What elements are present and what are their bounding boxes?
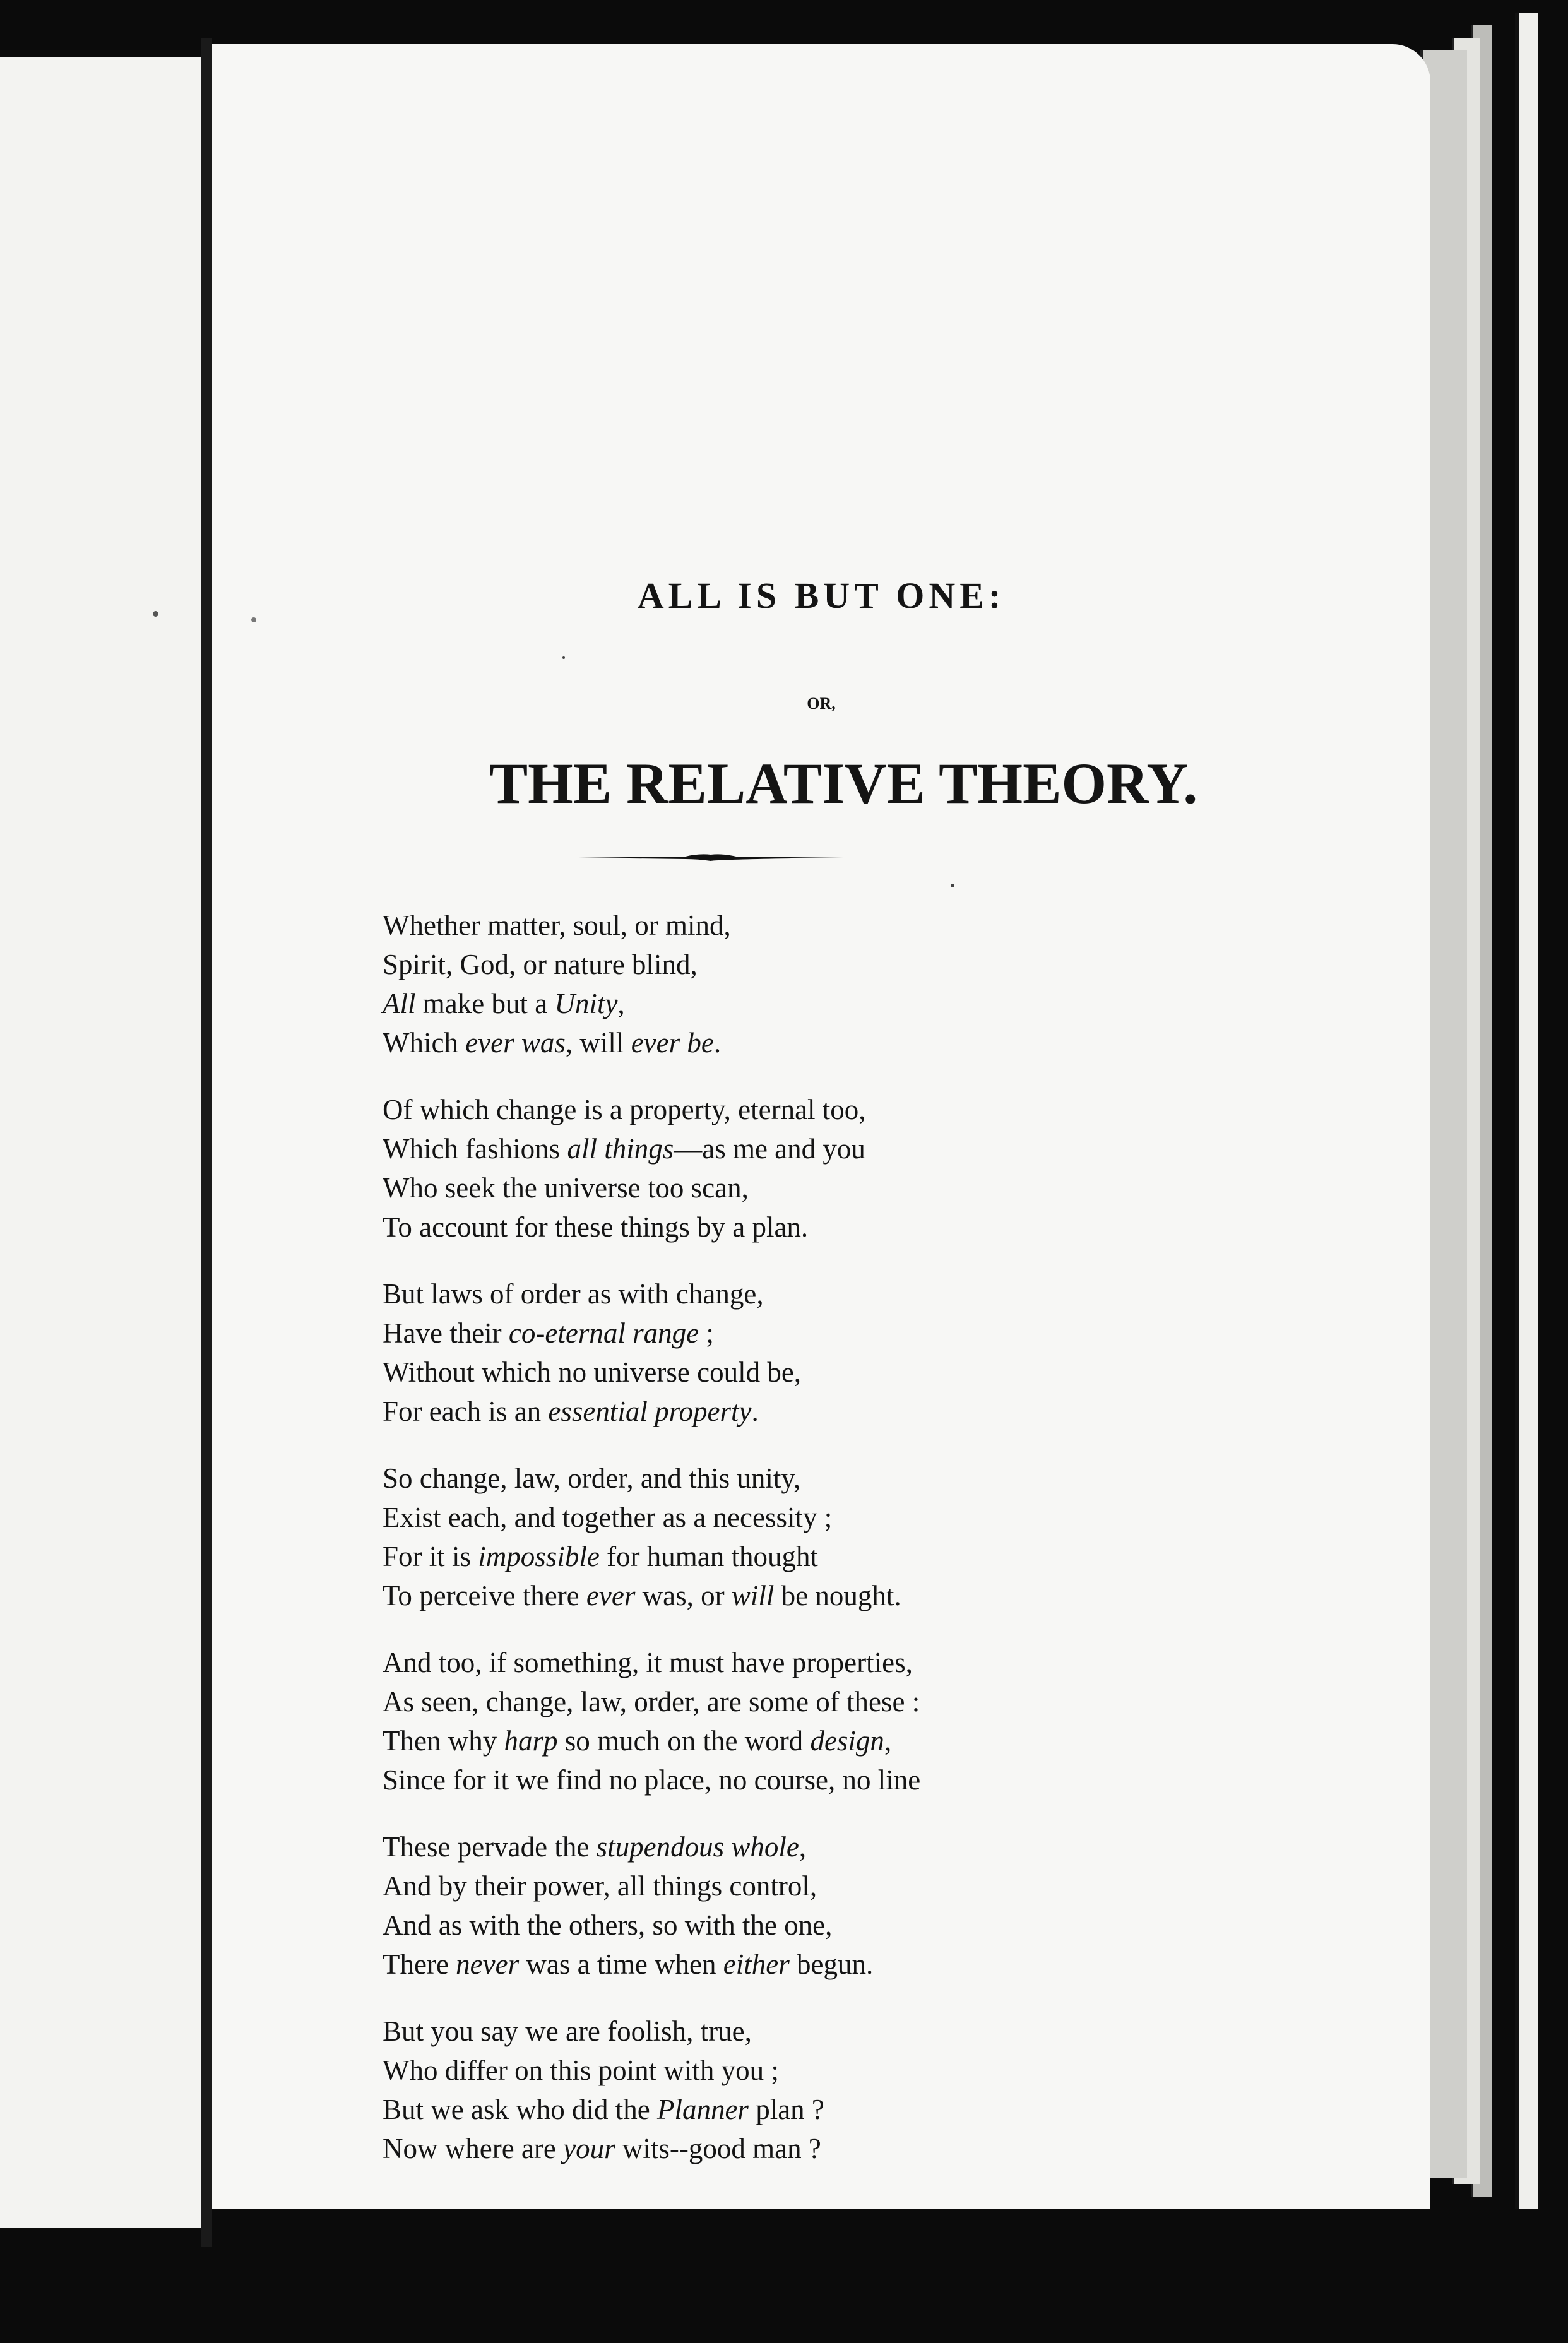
speck — [153, 611, 158, 617]
ornament-rule — [578, 853, 843, 862]
poem-line-text: Of which change is a property, eternal too, — [383, 1094, 866, 1125]
poem-line-text: , — [884, 1725, 892, 1757]
poem-line-text: Spirit, God, or nature blind, — [383, 949, 698, 980]
poem-line-text: But you say we are foolish, true, — [383, 2015, 752, 2047]
facing-page-edge — [0, 57, 201, 2228]
poem-line-text: These pervade the — [383, 1831, 597, 1863]
poem-line-text: Exist each, and together as a necessity ; — [383, 1502, 833, 1533]
poem-body — [383, 906, 1266, 2196]
poem-title-or: OR, — [807, 694, 836, 713]
poem-line-italic: design — [810, 1725, 884, 1757]
poem-line-text: Have their — [383, 1317, 509, 1349]
poem-line-text: wits--good man ? — [615, 2133, 821, 2164]
poem-line-text: . — [713, 1027, 722, 1059]
poem-line-text: . — [751, 1396, 759, 1427]
poem-line-text: plan ? — [748, 2094, 824, 2125]
poem-line — [383, 1827, 1266, 1866]
poem-line — [383, 906, 1266, 945]
poem-stanza — [383, 1459, 1266, 1615]
poem-line — [383, 1392, 1266, 1431]
poem-line-italic: never — [456, 1949, 520, 1980]
poem-line-italic: essential property — [548, 1396, 752, 1427]
speck — [951, 884, 954, 887]
poem-stanza — [383, 1643, 1266, 1800]
poem-line — [383, 1866, 1266, 1906]
poem-line-italic: all things — [567, 1133, 674, 1165]
poem-line — [383, 984, 1266, 1023]
poem-line — [383, 1906, 1266, 1945]
poem-line-text: make but a — [415, 988, 555, 1019]
poem-stanza — [383, 2012, 1266, 2168]
speck — [251, 617, 256, 622]
poem-line — [383, 1129, 1266, 1168]
poem-line — [383, 1945, 1266, 1984]
poem-line-text: And too, if something, it must have properties, — [383, 1647, 913, 1678]
poem-line — [383, 1207, 1266, 1247]
poem-line-text: , — [617, 988, 625, 1019]
poem-line — [383, 945, 1266, 984]
poem-line-text: Which fashions — [383, 1133, 567, 1165]
poem-line — [383, 1721, 1266, 1760]
poem-line — [383, 1090, 1266, 1129]
poem-line — [383, 1537, 1266, 1576]
poem-line-text: As seen, change, law, order, are some of these : — [383, 1686, 920, 1717]
poem-line-text: , — [799, 1831, 807, 1863]
poem-line-italic: harp — [504, 1725, 558, 1757]
poem-line-italic: will — [731, 1580, 775, 1611]
poem-line — [383, 2051, 1266, 2090]
book-gutter — [201, 38, 212, 2247]
book-page — [212, 44, 1430, 2209]
poem-title-main: THE RELATIVE THEORY. — [489, 751, 1198, 816]
poem-line-text: For each is an — [383, 1396, 549, 1427]
poem-stanza — [383, 1090, 1266, 1247]
poem-line-text: So change, law, order, and this unity, — [383, 1462, 801, 1494]
poem-line-text: To perceive there — [383, 1580, 586, 1611]
poem-line — [383, 1459, 1266, 1498]
poem-line — [383, 1643, 1266, 1682]
cover-edge — [1515, 13, 1538, 2209]
poem-line-text: for human thought — [599, 1541, 819, 1572]
poem-line-text: Then why — [383, 1725, 504, 1757]
poem-line-text: There — [383, 1949, 456, 1980]
poem-line-italic: ever was — [465, 1027, 566, 1059]
poem-line-text: Now where are — [383, 2133, 564, 2164]
poem-line-text: For it is — [383, 1541, 478, 1572]
poem-line-italic: All — [383, 988, 416, 1019]
poem-line-text: —as me and you — [674, 1133, 865, 1165]
poem-line-text: Whether matter, soul, or mind, — [383, 910, 731, 941]
poem-line-text: To account for these things by a plan. — [383, 1211, 809, 1243]
poem-stanza — [383, 1274, 1266, 1431]
poem-line-text: But we ask who did the — [383, 2094, 657, 2125]
poem-line-text: Without which no universe could be, — [383, 1356, 802, 1388]
poem-line-text: And as with the others, so with the one, — [383, 1909, 833, 1941]
poem-title-top: ALL IS BUT ONE: — [637, 575, 1006, 616]
poem-line-text: Which — [383, 1027, 466, 1059]
poem-line-italic: Planner — [656, 2094, 749, 2125]
poem-line-text: And by their power, all things control, — [383, 1870, 817, 1902]
poem-line-italic: your — [563, 2133, 615, 2164]
poem-line-text: was, or — [635, 1580, 732, 1611]
poem-line-text: begun. — [789, 1949, 874, 1980]
poem-line-text: , will — [565, 1027, 631, 1059]
poem-line-text: Since for it we find no place, no course, no line — [383, 1764, 921, 1796]
poem-line-text: But laws of order as with change, — [383, 1278, 764, 1310]
poem-line — [383, 1760, 1266, 1800]
poem-line-italic: co-eternal range — [508, 1317, 699, 1349]
poem-line-text: so much on the word — [557, 1725, 811, 1757]
poem-line-italic: ever — [586, 1580, 636, 1611]
poem-line-text: Who differ on this point with you ; — [383, 2055, 779, 2086]
poem-line-italic: impossible — [478, 1541, 600, 1572]
poem-line — [383, 1168, 1266, 1207]
poem-line-text: be nought. — [774, 1580, 901, 1611]
poem-line-italic: stupendous whole — [596, 1831, 799, 1863]
poem-line — [383, 1023, 1266, 1062]
poem-line-italic: ever be — [631, 1027, 714, 1059]
poem-line-text: was a time when — [519, 1949, 723, 1980]
poem-line — [383, 1274, 1266, 1314]
poem-line — [383, 1498, 1266, 1537]
poem-line — [383, 2090, 1266, 2129]
poem-line — [383, 1353, 1266, 1392]
poem-line-text: ; — [699, 1317, 714, 1349]
poem-line — [383, 1576, 1266, 1615]
speck — [562, 656, 565, 659]
poem-line — [383, 2129, 1266, 2168]
poem-line-text: Who seek the universe too scan, — [383, 1172, 749, 1204]
poem-stanza — [383, 1827, 1266, 1984]
poem-line-italic: Unity — [554, 988, 618, 1019]
poem-line — [383, 2012, 1266, 2051]
poem-stanza — [383, 906, 1266, 1062]
poem-line — [383, 1682, 1266, 1721]
poem-line — [383, 1314, 1266, 1353]
poem-line-italic: either — [723, 1949, 790, 1980]
